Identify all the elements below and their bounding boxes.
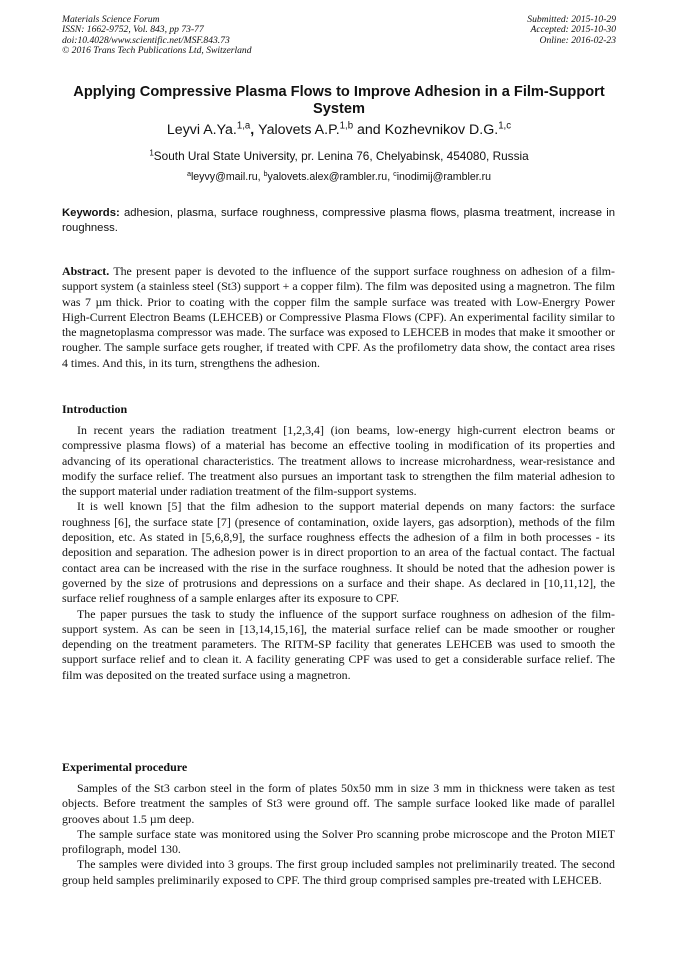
author-affil-sup: 1,a	[236, 120, 251, 132]
paragraph: The sample surface state was monitored using the Solver Pro scanning probe microscope and the Proton MIET profilograph, model 130.	[62, 826, 615, 857]
abstract	[62, 264, 615, 371]
email-sup: b	[263, 169, 268, 179]
doi-link[interactable]: doi:10.4028/www.scientific.net/MSF.843.73	[62, 34, 230, 46]
paragraph: It is well known [5] that the film adhesion to the support material depends on many factors: the surface roughness [6], the surface state [7] (presence of contamination, oxide layers, gas adsorption), methods of the film deposition, etc. As stated in [5,6,8,9], the surface roughness effects the adhesion of a film in both processes - its deposition and separation. The adhesion power is in direct proportion to an area of the factual contact. The factual contact area can be increased with the rise in the surface roughness. It should be noted that the adhesion power is governed by the size of protrusions and depressions on a surface and their shape. As declared in [10,11,12], the surface relief roughness of a sample enlarges after its exposure to CPF.	[62, 499, 615, 606]
email-sup: a	[186, 169, 191, 179]
email-separator: ,	[257, 171, 264, 183]
author-separator: and	[353, 122, 385, 138]
issn-info: ISSN: 1662-9752, Vol. 843, pp 73-77	[62, 24, 204, 36]
email-sup: c	[393, 169, 397, 179]
header-right	[527, 15, 616, 46]
email-address[interactable]: inodimij@rambler.ru	[396, 171, 492, 183]
experimental-section	[62, 781, 615, 888]
author-affil-sup: 1,b	[339, 120, 354, 132]
journal-name: Materials Science Forum	[62, 14, 160, 25]
abstract-text: The present paper is devoted to the influence of the support surface roughness on adhesion of a film-support system (a stainless steel (St3) support + a copper film). The film was deposited using a magnetron. The film was 7 µm thick. Prior to coating with the copper film the sample surface was treated with Low-Energry Power High-Current Electron Beams (LEHCEB) or Compressive Plasma Flows (CPF). An experimental facility similar to the magnetoplasma compressor was made. The surface was exposed to LEHCEB in modes that make it smoother or rougher. The sample surface gets rougher, if treated with CPF. As the profilometry data show, the contact area rises 4 times. And this, in its turn, strengthens the adhesion.	[62, 264, 616, 370]
paragraph: The paper pursues the task to study the influence of the support surface roughness on adhesion of the film-support system. As can be seen in [13,14,15,16], the material surface relief can be made smoother or rougher depending on the treatment parameters. The RITM-SP facility that generates LEHCEB was used to smooth the support surface relief and to clean it. A facility generating CPF was used to get a considerable surface relief. The film was deposited on the treated surface using a magnetron.	[62, 606, 615, 682]
affiliation	[62, 148, 616, 164]
introduction-heading: Introduction	[62, 402, 128, 416]
copyright-notice: © 2016 Trans Tech Publications Ltd, Switzerland	[62, 45, 252, 57]
keywords	[62, 206, 615, 236]
paragraph: The samples were divided into 3 groups. The first group included samples not preliminarily treated. The second group held samples preliminarily exposed to CPF. The third group comprised samples pre-treated with LEHCEB.	[62, 857, 615, 887]
abstract-label: Abstract.	[62, 264, 110, 278]
keywords-text: adhesion, plasma, surface roughness, compressive plasma flows, plasma treatment, increase in roughness.	[62, 207, 615, 235]
author-name: Leyvi A.Ya.	[166, 122, 237, 138]
online-date: Online: 2016-02-23	[539, 34, 616, 46]
author-list	[62, 121, 616, 139]
email-address[interactable]: leyvy@mail.ru	[190, 171, 258, 183]
submitted-date: Submitted: 2015-10-29	[527, 14, 616, 25]
email-separator: ,	[387, 171, 394, 183]
paragraph: In recent years the radiation treatment [1,2,3,4] (ion beams, low-energy high-current electron beams or compressive plasma flows) of a material has become an effective tooling in modification of its properties and advancing of its operational characteristics. The treatment allows to increase microhardness, wear-resistance and modify the surface relief. The treatment also pursues an important task to strengthen the film material adhesion to the support material under radiation treatment of the film-support systems.	[62, 423, 615, 499]
paper-title: Applying Compressive Plasma Flows to Improve Adhesion in a Film-Support System	[73, 84, 605, 117]
header-left	[62, 15, 252, 57]
keywords-label: Keywords:	[62, 207, 120, 219]
author-name: Kozhevnikov D.G.	[384, 122, 499, 138]
email-address[interactable]: yalovets.alex@rambler.ru	[267, 171, 388, 183]
author-separator: ,	[250, 122, 259, 138]
accepted-date: Accepted: 2015-10-30	[530, 24, 616, 36]
affiliation-sup: 1	[149, 148, 154, 158]
email-list	[62, 170, 616, 184]
author-name: Yalovets A.P.	[258, 122, 340, 138]
experimental-heading: Experimental procedure	[62, 760, 188, 774]
paragraph: Samples of the St3 carbon steel in the form of plates 50x50 mm in size 3 mm in thickness were taken as test objects. Before treatment the samples of St3 were ground off. The sample surface looked like made of parallel grooves about 1.5 µm deep.	[62, 781, 615, 826]
introduction-section	[62, 423, 615, 683]
author-affil-sup: 1,c	[498, 120, 512, 132]
affiliation-text: South Ural State University, pr. Lenina 76, Chelyabinsk, 454080, Russia	[153, 149, 529, 163]
